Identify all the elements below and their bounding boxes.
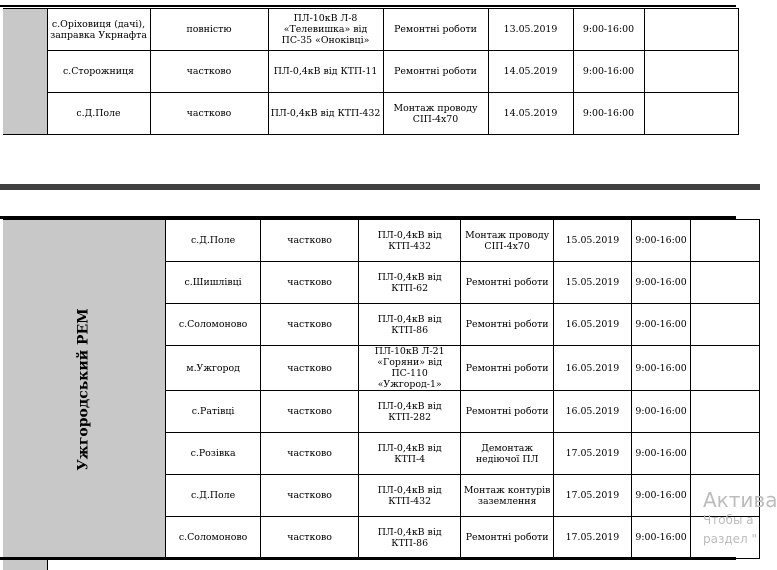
empty-cell [691,262,760,304]
empty-cell [644,93,738,135]
settlement-cell: с.Соломоново [166,517,261,559]
cell-divider [47,560,48,570]
settlement-cell: с.Ратівці [166,391,261,433]
empty-cell [691,220,760,262]
line-cell: ПЛ-0,4кВ від КТП-432 [359,475,461,517]
settlement-cell: с.Д.Поле [166,475,261,517]
scope-cell: повністю [150,9,268,51]
work-cell: Ремонтні роботи [383,9,488,51]
settlement-cell: с.Шишлівці [166,262,261,304]
time-cell: 9:00-16:00 [631,304,691,346]
table-row [3,51,738,93]
time-cell: 9:00-16:00 [573,51,644,93]
work-cell: Ремонтні роботи [383,51,488,93]
settlement-cell: с.Соломоново [166,304,261,346]
date-cell: 14.05.2019 [488,93,573,135]
empty-cell [691,304,760,346]
schedule-table-2 [3,219,760,559]
time-cell: 9:00-16:00 [631,391,691,433]
activation-watermark-text: раздел " [703,532,758,546]
next-table-start [3,560,736,570]
scope-cell: частково [260,517,358,559]
region-cell [3,9,47,135]
settlement-cell: с.Д.Поле [47,93,150,135]
region-cell-continued [3,560,47,570]
time-cell: 9:00-16:00 [631,346,691,391]
region-label: Ужгородський РЕМ [75,307,92,471]
time-cell: 9:00-16:00 [573,93,644,135]
date-cell: 17.05.2019 [554,517,631,559]
scope-cell: частково [260,346,358,391]
scope-cell: частково [260,475,358,517]
settlement-cell: с.Д.Поле [166,220,261,262]
line-cell: ПЛ-0,4кВ від КТП-86 [359,517,461,559]
activation-watermark-title: Актива [703,488,777,512]
scope-cell: частково [260,304,358,346]
line-cell: ПЛ-0,4кВ від КТП-62 [359,262,461,304]
work-cell: Ремонтні роботи [461,517,554,559]
time-cell: 9:00-16:00 [631,433,691,475]
settlement-cell: с.Оріховиця (дачі), заправка Укрнафта [47,9,150,51]
line-cell: ПЛ-0,4кВ від КТП-432 [359,220,461,262]
line-cell: ПЛ-0,4кВ від КТП-86 [359,304,461,346]
date-cell: 15.05.2019 [554,220,631,262]
scope-cell: частково [150,51,268,93]
table-row [3,9,738,51]
line-cell: ПЛ-0,4кВ від КТП-4 [359,433,461,475]
time-cell: 9:00-16:00 [631,220,691,262]
date-cell: 14.05.2019 [488,51,573,93]
work-cell: Ремонтні роботи [461,262,554,304]
settlement-cell: с.Сторожниця [47,51,150,93]
scope-cell: частково [260,433,358,475]
work-cell: Ремонтні роботи [461,391,554,433]
line-cell: ПЛ-0,4кВ від КТП-432 [268,93,383,135]
work-cell: Монтаж проводу СІП-4х70 [461,220,554,262]
empty-cell [644,9,738,51]
table-row [3,220,760,262]
time-cell: 9:00-16:00 [631,517,691,559]
page-separator [0,184,760,190]
empty-cell [691,433,760,475]
scope-cell: частково [260,262,358,304]
date-cell: 13.05.2019 [488,9,573,51]
activation-watermark-text: Чтобы а [703,513,754,527]
date-cell: 17.05.2019 [554,433,631,475]
table-row [3,93,738,135]
date-cell: 16.05.2019 [554,304,631,346]
work-cell: Ремонтні роботи [461,346,554,391]
settlement-cell: м.Ужгород [166,346,261,391]
date-cell: 16.05.2019 [554,391,631,433]
empty-cell [644,51,738,93]
scope-cell: частково [260,220,358,262]
empty-cell [691,391,760,433]
time-cell: 9:00-16:00 [631,475,691,517]
date-cell: 16.05.2019 [554,346,631,391]
line-cell: ПЛ-10кВ Л-21 «Горяни» від ПС-110 «Ужгород-1» [359,346,461,391]
empty-cell [691,346,760,391]
time-cell: 9:00-16:00 [573,9,644,51]
work-cell: Монтаж контурів заземлення [461,475,554,517]
date-cell: 17.05.2019 [554,475,631,517]
settlement-cell: с.Розівка [166,433,261,475]
work-cell: Ремонтні роботи [461,304,554,346]
line-cell: ПЛ-0,4кВ від КТП-11 [268,51,383,93]
region-cell [3,220,166,559]
work-cell: Монтаж проводу СІП-4х70 [383,93,488,135]
table-top-border [0,5,736,7]
line-cell: ПЛ-0,4кВ від КТП-282 [359,391,461,433]
date-cell: 15.05.2019 [554,262,631,304]
scope-cell: частково [260,391,358,433]
schedule-table-1 [3,8,739,135]
scope-cell: частково [150,93,268,135]
work-cell: Демонтаж недіючої ПЛ [461,433,554,475]
time-cell: 9:00-16:00 [631,262,691,304]
line-cell: ПЛ-10кВ Л-8 «Телевишка» від ПС-35 «Оноківці» [268,9,383,51]
